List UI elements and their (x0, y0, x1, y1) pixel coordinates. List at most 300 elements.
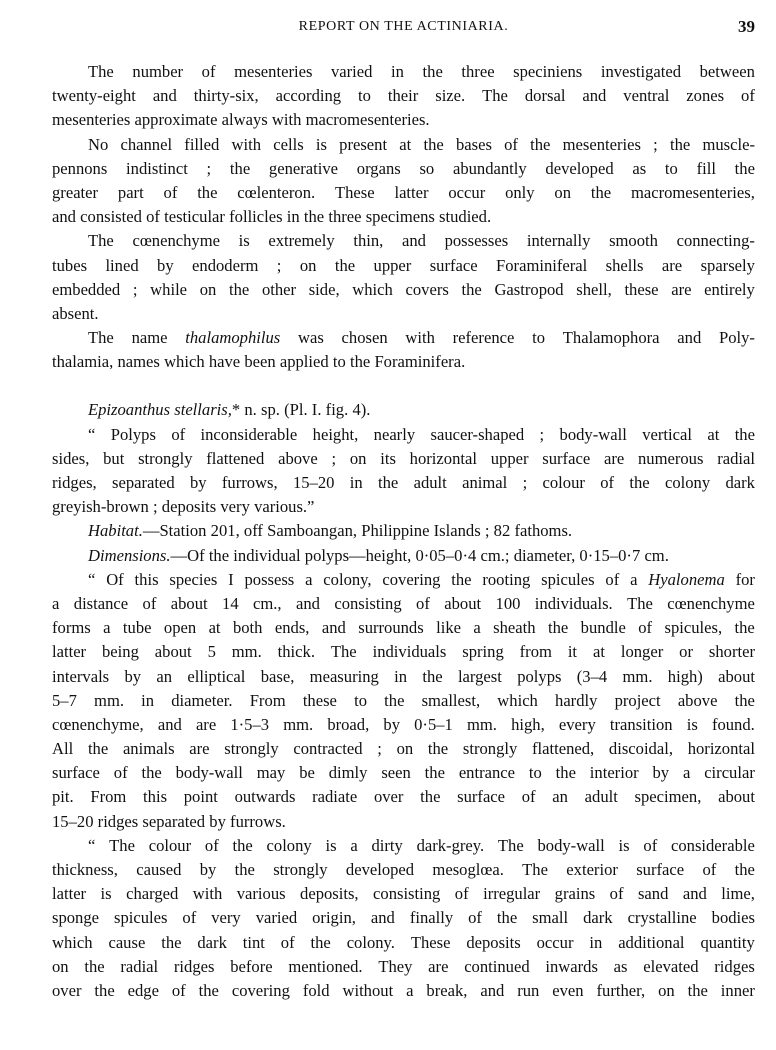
word: thirty-six, (193, 86, 259, 106)
word: colour (542, 473, 585, 492)
word: various (236, 884, 286, 904)
word: pennons (52, 158, 108, 178)
word: 15–20 (292, 473, 335, 492)
word: broad, (327, 714, 370, 734)
text-line (52, 665, 755, 689)
text-line (52, 181, 755, 205)
word: largest (457, 666, 502, 686)
text-line (52, 713, 755, 737)
word: and (152, 86, 177, 106)
text-line (52, 882, 755, 906)
word: fold (302, 980, 330, 1000)
word: strongly (224, 739, 279, 759)
word: numerous (637, 448, 704, 468)
word: approximate (134, 110, 218, 130)
word: sparsely (700, 255, 755, 275)
word: (3–4 (576, 666, 608, 686)
word: ; (152, 497, 158, 517)
word: are (661, 255, 683, 275)
word: names (117, 352, 160, 372)
word: by (199, 860, 217, 879)
word: be (299, 763, 315, 783)
word: adult (584, 787, 618, 807)
word: in (141, 690, 155, 710)
word: the (378, 473, 399, 492)
word: filled (184, 134, 220, 154)
word: the (424, 763, 445, 783)
word: in (394, 666, 408, 686)
word: Foraminifera. (374, 352, 466, 372)
text-line (52, 423, 755, 447)
word: present (339, 134, 388, 154)
text-line (52, 592, 755, 616)
word: to (664, 158, 678, 178)
word: on (396, 739, 414, 759)
word: the (734, 860, 755, 879)
word: being (102, 642, 139, 662)
word: colony (266, 835, 312, 855)
word: is (618, 835, 630, 855)
word: inconsiderable (200, 424, 298, 444)
word: edge (127, 980, 159, 1000)
word: continued (464, 956, 530, 976)
text-line (52, 254, 755, 278)
word: which (352, 279, 393, 299)
word: possess (244, 569, 295, 589)
word: thick. (277, 642, 315, 662)
word: on (554, 182, 571, 202)
word: crystalline (627, 908, 697, 928)
text-line (52, 689, 755, 713)
word: the (451, 569, 472, 589)
word: additional (618, 932, 685, 952)
word: side, (308, 279, 340, 299)
word: The (482, 86, 508, 106)
word: the (229, 158, 251, 178)
word: zones (686, 86, 725, 106)
word: and (682, 884, 707, 904)
word: The (522, 860, 548, 879)
paragraph (52, 568, 755, 834)
word: and (295, 593, 320, 613)
word: tint (242, 932, 265, 952)
word: chosen (341, 328, 388, 348)
word: the (530, 134, 551, 154)
word: every (558, 714, 596, 734)
word: vertical (642, 424, 692, 444)
word: the (384, 690, 405, 710)
word: individuals (372, 642, 447, 662)
word: flattened (206, 448, 265, 468)
word: been (244, 352, 276, 372)
text-line (52, 955, 755, 979)
word: ridges, (52, 473, 97, 492)
word: as (632, 158, 647, 178)
word: cm., (253, 593, 282, 613)
word: sp. (261, 400, 280, 420)
word: Dimensions.—Of (88, 545, 205, 565)
word: are (195, 714, 217, 734)
word: ; (331, 448, 337, 468)
word: reference (452, 328, 515, 348)
text-line (52, 84, 755, 108)
word: this (134, 569, 159, 589)
word: and (677, 328, 702, 348)
word: is (686, 714, 698, 734)
word: of (204, 835, 219, 855)
word: separated (142, 811, 206, 831)
word: Polyps (110, 424, 156, 444)
word: ; (653, 134, 658, 154)
word: colour (148, 835, 192, 855)
word: ridges (714, 956, 755, 976)
word: number (132, 62, 184, 81)
word: over (52, 980, 82, 1000)
word: dark-grey. (416, 835, 485, 855)
word: about (170, 593, 208, 613)
word: cœlenteron. (237, 182, 316, 202)
word: measuring (309, 666, 379, 686)
word: of (643, 835, 658, 855)
word: inner (720, 980, 755, 1000)
word: All (52, 739, 74, 759)
word: ventral (623, 86, 670, 106)
paragraph (52, 326, 755, 374)
word: separated (112, 473, 175, 492)
word: The (497, 835, 524, 855)
word: without (342, 980, 394, 1000)
word: Of (106, 569, 124, 589)
word: these (302, 690, 337, 710)
word: small (532, 908, 569, 928)
word: radial (717, 448, 755, 468)
text-line (52, 906, 755, 930)
word: the (334, 255, 356, 275)
word: sand (637, 884, 669, 904)
word: and (157, 714, 182, 734)
word: The (88, 328, 114, 348)
word: individuals. (534, 593, 613, 613)
word: furrows, (221, 473, 278, 492)
word: diameter. (171, 690, 233, 710)
word: may (256, 763, 286, 783)
word: between (699, 62, 755, 81)
word: finally (409, 908, 454, 928)
word: of (468, 908, 482, 928)
word: pit. (52, 787, 74, 807)
word: bodies (711, 908, 755, 928)
text-line (52, 205, 755, 229)
word: the (84, 956, 105, 976)
word: varied (255, 908, 298, 928)
word: is (100, 884, 112, 904)
word: radiate (312, 787, 358, 807)
word: The (88, 62, 114, 81)
word: the (94, 980, 115, 1000)
text-line (52, 447, 755, 471)
word: animals (122, 739, 175, 759)
word: intervals (52, 666, 110, 686)
word: to (332, 352, 346, 372)
text-line (52, 519, 755, 543)
word: polyps—height, (304, 545, 412, 565)
word: quantity (700, 932, 755, 952)
word: The (330, 642, 357, 662)
word: by (209, 811, 226, 831)
word: the (310, 932, 331, 952)
word: considerable (670, 835, 755, 855)
word: about (154, 642, 192, 662)
word: inwards (545, 956, 598, 976)
text-line (52, 616, 755, 640)
word: the (461, 279, 482, 299)
text-line (52, 834, 755, 858)
word: of (146, 207, 160, 227)
word: radial (120, 956, 159, 976)
word: of (201, 62, 216, 81)
word: Foraminiferal (496, 255, 588, 275)
word: covers (405, 279, 449, 299)
word: strongly (462, 739, 518, 759)
word: follicles (229, 207, 283, 227)
word: animal (462, 473, 508, 492)
word: cm.; (480, 545, 510, 565)
word: mm. (94, 690, 125, 710)
word: strongly (138, 448, 193, 468)
word: Habitat.—Station (88, 521, 207, 541)
word: irregular (483, 884, 541, 904)
word: endoderm (192, 255, 259, 275)
word: 201, (210, 521, 240, 541)
word: interior (589, 763, 639, 783)
word: nearly (373, 424, 416, 444)
word: cells (273, 134, 304, 154)
word: but (103, 448, 125, 468)
word: of (600, 473, 615, 492)
word: is (238, 231, 250, 251)
word: the (141, 763, 162, 783)
word: internally (526, 231, 591, 251)
word: twenty-eight (52, 86, 136, 106)
word: which (497, 690, 538, 710)
word: at (399, 134, 412, 154)
word: colony, (323, 569, 372, 589)
word: surrounds (358, 618, 424, 638)
word: mm. (283, 714, 314, 734)
word: are (189, 739, 210, 759)
word: mm. (231, 642, 262, 662)
word: greyish-brown (52, 497, 149, 517)
word: with (231, 134, 262, 154)
word: specimen, (634, 787, 702, 807)
word: From (249, 690, 286, 710)
word: name (131, 328, 168, 348)
word: investigated (600, 62, 682, 81)
word: by (157, 255, 174, 275)
word: latter (394, 182, 429, 202)
word: a (305, 569, 313, 589)
word: surface (52, 763, 100, 783)
word: in (286, 207, 300, 227)
word: from (519, 642, 552, 662)
paragraph (52, 398, 755, 422)
word: No (88, 134, 109, 154)
word: of (638, 618, 653, 638)
word: of (142, 593, 157, 613)
word: body-wall (559, 424, 627, 444)
word: tubes (52, 255, 88, 275)
paragraph-gap (52, 374, 755, 398)
word: mesoglœa. (432, 860, 504, 879)
word: have (208, 352, 241, 372)
word: forms (52, 618, 91, 638)
word: only (505, 182, 535, 202)
word: 5 (207, 642, 216, 662)
word: high, (511, 714, 545, 734)
page-body (52, 60, 755, 1003)
word: surface (457, 787, 506, 807)
word: These (335, 182, 375, 202)
word: absent. (52, 303, 99, 323)
word: testicular (164, 207, 225, 227)
word: the (669, 134, 691, 154)
word: mentioned. (288, 956, 363, 976)
word: cœnenchyme (667, 593, 755, 613)
word: open (163, 618, 197, 638)
paragraph (52, 423, 755, 520)
text-line (52, 229, 755, 253)
word: in (391, 62, 404, 81)
word: sheath (493, 618, 536, 638)
word: specimens (365, 207, 435, 227)
word: circular (704, 763, 755, 783)
word: at (707, 424, 720, 444)
text-line (52, 495, 755, 519)
text-line (52, 60, 755, 84)
word: according (275, 86, 342, 106)
word: high) (667, 666, 703, 686)
word: a (350, 835, 358, 855)
word: occur (536, 932, 574, 952)
text-line (52, 931, 755, 955)
word: 0·5–1 (414, 714, 453, 734)
word: is (315, 134, 327, 154)
word: generative (268, 158, 339, 178)
word: the (734, 424, 755, 444)
word: dark (725, 473, 755, 492)
word: so (419, 158, 435, 178)
word: caused (136, 860, 182, 879)
word: thickness, (52, 860, 118, 879)
word: exterior (566, 860, 618, 879)
word: of (741, 86, 755, 106)
word: at (208, 618, 221, 638)
word: the (420, 787, 441, 807)
word: entirely (704, 279, 755, 299)
word: strongly (273, 860, 328, 879)
word: always (221, 110, 268, 130)
word: an (156, 666, 173, 686)
word: mesenteries (562, 134, 641, 154)
word: deposits (466, 932, 521, 952)
word: while (150, 279, 188, 299)
word: their (387, 86, 419, 106)
word: a (406, 980, 414, 1000)
word: mm. (466, 714, 497, 734)
word: by (189, 473, 207, 492)
text-line (52, 157, 755, 181)
word: in (589, 932, 603, 952)
word: possesses (444, 231, 509, 251)
word: the (423, 134, 444, 154)
word: the (590, 182, 612, 202)
text-line (52, 350, 755, 374)
word: to (358, 86, 371, 106)
word: Thalamophora (562, 328, 660, 348)
word: a (682, 763, 691, 783)
word: and (52, 207, 76, 227)
word: covering (382, 569, 441, 589)
word: n. (244, 400, 257, 420)
text-line (52, 640, 755, 664)
word: greater (52, 182, 99, 202)
word: an (552, 787, 568, 807)
word: base, (260, 666, 295, 686)
word: the (198, 980, 219, 1000)
word: was (297, 328, 324, 348)
word: dark (197, 932, 227, 952)
word: ends, (274, 618, 310, 638)
word: Islands (433, 521, 481, 541)
word: on (199, 279, 217, 299)
word: cœnenchyme, (52, 714, 144, 734)
word: the (496, 908, 518, 928)
word: ; (377, 739, 382, 759)
word: colony (664, 473, 711, 492)
word: 0·05–0·4 (415, 545, 477, 565)
text-line (52, 133, 755, 157)
word: “ (88, 424, 96, 444)
word: before (230, 956, 273, 976)
word: the (87, 739, 109, 759)
word: of (416, 593, 430, 613)
word: macromesenteries. (305, 110, 430, 130)
word: it (567, 642, 578, 662)
word: three (328, 207, 362, 227)
word: of (163, 182, 178, 202)
paragraph (52, 544, 755, 568)
word: distance (73, 593, 129, 613)
word: consisting (334, 593, 402, 613)
word: furrows. (230, 811, 286, 831)
text-line (52, 810, 755, 834)
word: a (52, 593, 60, 613)
word: about (718, 666, 755, 686)
word: are (603, 448, 625, 468)
word: horizontal (687, 739, 755, 759)
word: spicules (541, 569, 595, 589)
word: horizontal (409, 448, 477, 468)
paragraph (52, 229, 755, 326)
word: the (161, 932, 182, 952)
word: are (671, 279, 692, 299)
word: 4). (352, 400, 371, 420)
word: to (528, 763, 542, 783)
text-line (52, 761, 755, 785)
word: seen (381, 763, 411, 783)
word: cause (108, 932, 146, 952)
word: to (354, 690, 367, 710)
